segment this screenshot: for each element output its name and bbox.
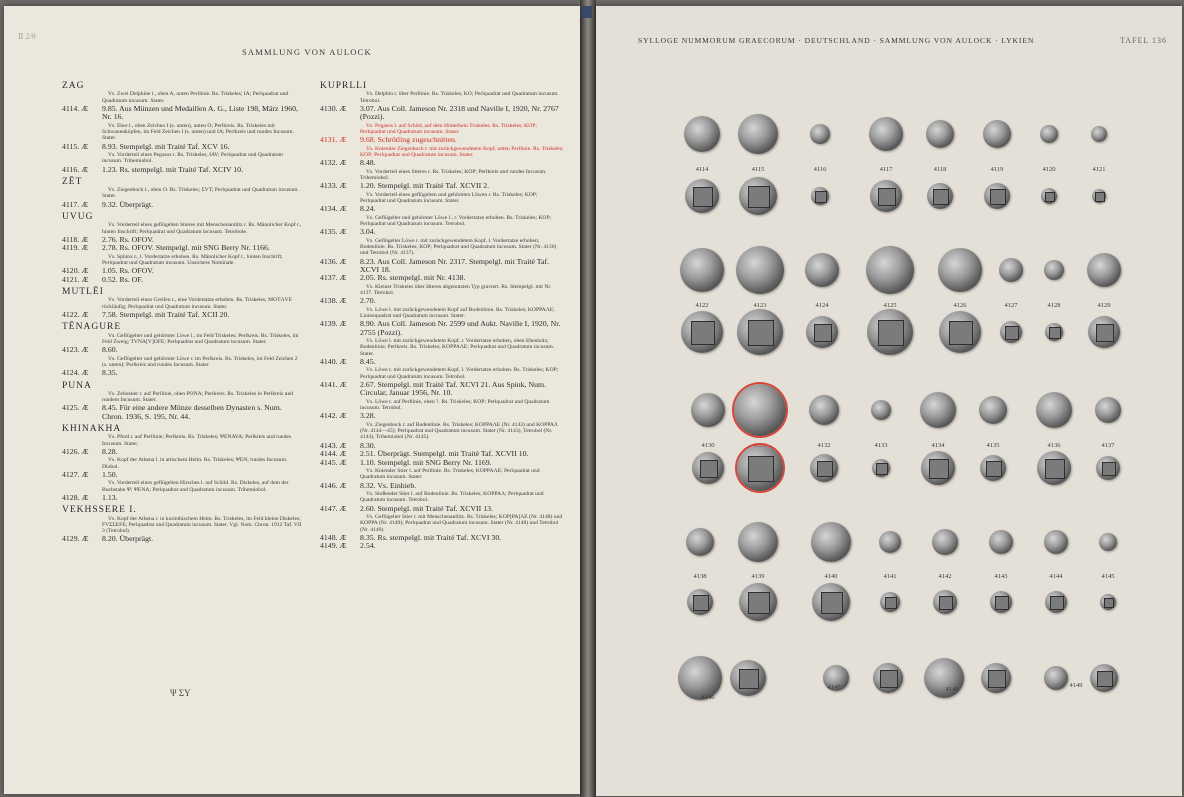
coin-reverse-image: [806, 316, 838, 348]
coin-obverse-image: [1099, 533, 1117, 551]
catalog-number: 4127. Æ: [62, 469, 89, 479]
coin-description: Vs. Geflügelter und gehörnter Löwe l., r. Vordertatze erhoben. Rs. Triskeles; KOP; Perlquadrat und Quadratum incusum. Tetrobol.: [360, 214, 552, 227]
catalog-number: 4121. Æ: [62, 274, 89, 284]
coin-number-label: 4133: [874, 442, 888, 449]
section-heading: VEKHSSERE I.: [62, 505, 137, 516]
catalog-number: 4136. Æ: [320, 256, 347, 266]
catalog-entry-text: 3.28.: [360, 411, 376, 421]
catalog-entry: [320, 412, 564, 420]
catalog-number: 4115. Æ: [62, 141, 89, 151]
coin-number-label: 4124: [815, 302, 829, 309]
coin-number-label: 4147: [827, 684, 841, 691]
catalog-entry-text: 8.35. Rs. stempelgl. mit Traité Taf. XCVI 30.: [360, 532, 502, 542]
catalog-entry-text: 2.05. Rs. stempelgl. mit Nr. 4138.: [360, 273, 466, 283]
coin-obverse-image: [738, 114, 778, 154]
catalog-entry: [320, 381, 564, 398]
section-heading: ZĒT: [62, 176, 83, 187]
coin-description: Vs. Löwe r. auf Perllinie, oben ?. Rs. Triskeles; KOP; Perlquadrat und Quadratum incusum. Tetrobol.: [360, 398, 550, 412]
catalog-entry: [320, 534, 564, 542]
coin-obverse-image: [1044, 530, 1068, 554]
catalog-number: 4114. Æ: [62, 103, 89, 113]
coin-description: Vs. Vorderteil eines Pegasos r. Rs. Triskeles; IAV; Perlquadrat und Quadratum incusum. Trihemiobol.: [102, 151, 283, 165]
coin-description: Vs. Vorderteil eines Stieres r. Rs. Triskeles; KOP; Perlkreis und rundes Incusum. Trihemiobol.: [360, 168, 547, 181]
coin-obverse-image: [1036, 392, 1072, 428]
coin-number-label: 4142: [938, 573, 952, 580]
coin-reverse-image: [730, 660, 766, 696]
coin-obverse-image: [932, 529, 958, 555]
coin-obverse-image: [869, 117, 903, 151]
catalog-entry: [320, 297, 564, 305]
right-page: [596, 6, 1182, 796]
coin-description: Vs. Vorderteil eines geflügelten Hirsches l. auf Schild. Rs. Diskeles, auf dem der Buchstabe Ψ; ΨENA; Perlquadrat und Quadratum incusum. Trihemiobol.: [102, 480, 289, 493]
coin-number-label: 4141: [883, 573, 897, 580]
coin-number-label: 4140: [824, 573, 838, 580]
catalog-entry-text: 1.05. Rs. OFOV.: [102, 266, 154, 276]
coin-number-label: 4115: [751, 166, 765, 173]
catalog-entry-text: 1.50.: [102, 469, 118, 479]
coin-reverse-image: [737, 445, 783, 491]
catalog-number: 4130. Æ: [320, 103, 347, 113]
coin-reverse-image: [980, 455, 1006, 481]
catalog-entry: [320, 182, 564, 190]
coin-description: Vs. Kopf der Athena r. in korinthischem Helm. Rs. Triskeles, im Feld kleine Diskeles; FVΣΣEFE; Perlquadrat und Quadratum incusum. Stater. Vgl. Num. Chron. 1912 Taf. VII 3 (Tetrobol).: [102, 515, 302, 535]
coin-reverse-image: [811, 187, 829, 205]
coin-description: Vs. Vorderteil eines geflügelten Stieres mit Menschenantlitz r. Rs. Männlicher Kopf r., hinten Inschrift; Perlquadrat und Quadratum incusum. Tetrobole.: [102, 222, 302, 235]
coin-reverse-image: [687, 589, 713, 615]
coin-description: Vs. Sphinx r., l. Vordertatze erhoben. Rs. Männlicher Kopf r., hinten Inschrift; Perlquadrat und Quadratum incusum. Unsichere Nominale.: [102, 253, 283, 267]
catalog-number: 4133. Æ: [320, 181, 347, 191]
coin-obverse-image: [920, 392, 956, 428]
catalog-entry-text: 8.90. Aus Coll. Jameson Nr. 2599 und Aukt. Naville I, 1920, Nr. 2755 (Pozzi).: [360, 319, 561, 337]
coin-reverse-image: [739, 177, 777, 215]
coin-number-label: 4118: [933, 166, 947, 173]
coin-number-label: 4144: [1049, 573, 1063, 580]
coin-reverse-image: [933, 590, 957, 614]
section-heading: UVUG: [62, 212, 94, 223]
coin-description: Vs. Geflügelter Stier r. mit Menschenantlitz. Rs. Triskeles; KOP[PA]ΛE (Nr. 4148) und KOPPA (Nr. 4149); Perlquadrat und Quadratum incusum. Stater (Nr. 4148) und Tetrobol (Nr. 4149).: [360, 513, 563, 533]
coin-number-label: 4149: [1069, 682, 1083, 689]
coin-reverse-image: [1045, 591, 1067, 613]
coin-number-label: 4131: [753, 442, 767, 449]
coin-description: Vs. Zwei Delphine l., oben A, unten Perllinie. Rs. Triskeles; IA; Perlquadrat und Quadratum incusum. Stater.: [102, 91, 289, 104]
catalog-entry-text: 3.07. Aus Coll. Jameson Nr. 2318 und Naville I, 1920, Nr. 2767 (Pozzi).: [360, 103, 559, 122]
coin-number-label: 4138: [693, 573, 707, 580]
catalog-entry-text: 8.30.: [360, 440, 376, 450]
catalog-number: 4137. Æ: [320, 273, 347, 283]
catalog-number: 4117. Æ: [62, 199, 89, 209]
coin-reverse-image: [870, 180, 902, 212]
catalog-number: 4143. Æ: [320, 440, 347, 450]
coin-obverse-image: [680, 248, 724, 292]
coin-number-label: 4129: [1097, 302, 1111, 309]
catalog-entry-text: 8.93. Stempelgl. mit Traité Taf. XCV 16.: [102, 141, 230, 151]
coin-description: Vs. Vorderteil eines geflügelten und gehörnten Löwen r. Rs. Triskeles; KOP; Perlquadrat und Quadratum incusum. Stater.: [360, 191, 538, 204]
coin-description: Vs. Vorderteil eines Greifen r., eine Vordertatze erhoben. Rs. Triskeles; MOTΛVE rückläufig; Perlquadrat und Quadratum incusum. Stater.: [102, 297, 293, 310]
catalog-entry-text: 0.52. Rs. OF.: [102, 274, 143, 284]
catalog-entry-text: 2.54.: [360, 541, 376, 551]
coin-reverse-image: [812, 583, 850, 621]
book-gutter: [580, 0, 596, 797]
catalog-entry-text: 7.58. Stempelgl. mit Traité Taf. XCII 20.: [102, 309, 230, 319]
coin-obverse-image: [691, 393, 725, 427]
catalog-entry-text: 8.32. Vs. Einhieb.: [360, 480, 417, 490]
coin-reverse-image: [981, 663, 1011, 693]
catalog-entry-text: 9.32. Überprägt.: [102, 199, 154, 209]
pencil-note: Ⅱ 2/9: [18, 32, 36, 41]
coin-reverse-image: [927, 183, 953, 209]
coin-description: Vs. Geflügelter und gehörnter Löwe r. im Perlkreis. Rs. Triskeles, im Feld Zeichen 2 (s. unten); Perlkreis und rundes Incusum. Stater.: [102, 355, 298, 368]
coin-number-label: 4139: [751, 573, 765, 580]
coin-obverse-image: [983, 120, 1011, 148]
coin-reverse-image: [739, 583, 777, 621]
coin-number-label: 4119: [990, 166, 1004, 173]
coin-reverse-image: [692, 452, 724, 484]
catalog-entry-text: 8.23. Aus Coll. Jameson Nr. 2317. Stempelgl. mit Traité Taf. XCVI 18.: [360, 256, 550, 274]
coin-number-label: 4146: [701, 694, 715, 701]
coin-obverse-image: [734, 384, 786, 436]
coin-number-label: 4121: [1092, 166, 1106, 173]
catalog-entry-text: 2.70.: [360, 296, 376, 306]
catalog-number: 4139. Æ: [320, 319, 347, 329]
catalog-entry: [320, 228, 564, 236]
running-head-right: SYLLOGE NUMMORUM GRAECORUM · DEUTSCHLAND · SAMMLUNG VON AULOCK · LYKIEN: [638, 36, 1035, 45]
catalog-number: 4142. Æ: [320, 411, 347, 421]
catalog-entry-text: 3.04.: [360, 227, 376, 237]
coin-obverse-image: [686, 528, 714, 556]
catalog-number: 4149. Æ: [320, 541, 347, 551]
catalog-number: 4124. Æ: [62, 368, 89, 378]
coin-reverse-image: [990, 591, 1012, 613]
coin-obverse-image: [926, 120, 954, 148]
catalog-number: 4119. Æ: [62, 243, 89, 253]
catalog-number: 4131. Æ: [320, 135, 347, 145]
catalog-entry: [62, 201, 302, 209]
coin-reverse-image: [921, 451, 955, 485]
running-head-left: SAMMLUNG VON AULOCK: [242, 47, 372, 57]
catalog-number: 4120. Æ: [62, 266, 89, 276]
coin-obverse-image: [879, 531, 901, 553]
catalog-entry: [62, 276, 302, 284]
section-heading: PUNA: [62, 380, 92, 391]
coin-obverse-image: [1095, 397, 1121, 423]
catalog-entry: [62, 143, 302, 151]
coin-obverse-image: [1044, 260, 1064, 280]
coin-description: Vs. Löwe r. mit zurückgewendetem Kopf, l. Vordertatze erhoben. Rs. Triskeles; KOP; Perlquadrat und Quadratum incusum. Tetrobol.: [360, 367, 559, 380]
section-heading: MUTLĒI: [62, 287, 104, 298]
catalog-number: 4140. Æ: [320, 357, 347, 367]
catalog-entry: [62, 311, 302, 319]
catalog-entry-text: 8.20. Überprägt.: [102, 534, 154, 544]
coin-reverse-image: [1090, 664, 1118, 692]
catalog-entry: [320, 542, 564, 550]
left-page: [4, 6, 580, 794]
catalog-entry: [320, 358, 564, 366]
coin-reverse-image: [685, 179, 719, 213]
coin-reverse-image: [737, 309, 783, 355]
catalog-number: 4126. Æ: [62, 446, 89, 456]
coin-reverse-image: [1041, 188, 1057, 204]
coin-obverse-image: [989, 530, 1013, 554]
catalog-number: 4138. Æ: [320, 296, 347, 306]
coin-number-label: 4134: [931, 442, 945, 449]
coin-description: Vs. Kniender Ziegenbock r. mit zurückgewendetem Kopf, unten Perllinie. Rs. Triskeles; KOP; Perlquadrat und Quadratum incusum. Stater.: [360, 145, 564, 158]
coin-obverse-image: [809, 395, 839, 425]
coin-reverse-image: [984, 183, 1010, 209]
coin-reverse-image: [939, 311, 981, 353]
coin-description: Vs. Löwe l. mit zurückgewendetem Kopf auf Bodenlinie. Rs. Triskeles; KOPPAΛE; Linienquadrat und Quadratum incusum. Stater.: [360, 306, 555, 320]
catalog-entry-text: 2.60. Stempelgl. mit Traité Taf. XCVII 13.: [360, 503, 493, 513]
coin-reverse-image: [880, 592, 900, 612]
catalog-number: 4132. Æ: [320, 158, 347, 168]
catalog-entry: [62, 535, 302, 543]
coin-description: Vs. Stoßender Stier l. auf Bodenlinie. Rs. Triskeles; KOPPAΛ; Perlquadrat und Quadratum incusum. Tetrobol.: [360, 490, 544, 504]
catalog-entry: [320, 459, 564, 467]
coin-number-label: 4114: [695, 166, 709, 173]
coin-description: Vs. Ziegenbock l., oben O. Rs. Triskeles; ΣVT; Perlquadrat und Quadratum incusum. Stater.: [102, 187, 299, 200]
coin-description: Vs. Eber l., oben Zeichen I (s. unten), unten O; Perlkreis. Rs. Triskeles mit Schwanenköpfen, im Feld Zeichen I (s. unten) und IA; Perlkreis und rundes Incusum. Stater.: [102, 122, 294, 142]
catalog-entry: [62, 105, 302, 122]
catalog-entry: [62, 166, 302, 174]
coin-description: Vs. Kopf der Athena l. in attischem Helm. Rs. Triskeles; ΨEN; rundes Incusum. Diobol.: [102, 457, 288, 470]
coin-description: Vs. Geflügelter und gehörnter Löwe l., im Feld Triskeles; Perlkreis. Rs. Triskeles, im Feld Zweig; TVNA[V]OFE; Perlquadrat und Quadratum incusum. Stater.: [102, 332, 299, 345]
section-heading: ZAG: [62, 81, 85, 91]
catalog-number: 4145. Æ: [320, 457, 347, 467]
catalog-entry: [320, 136, 564, 144]
coin-number-label: 4123: [753, 302, 767, 309]
catalog-entry: [62, 471, 302, 479]
section-heading: TĒNAGURE: [62, 322, 122, 333]
catalog-entry-text: 8.28.: [102, 446, 118, 456]
catalog-number: 4118. Æ: [62, 234, 89, 244]
coin-obverse-image: [736, 246, 784, 294]
catalog-entry-text: 8.45.: [360, 357, 376, 367]
catalog-entry: [320, 320, 564, 337]
section-heading: KHINAKHA: [62, 424, 122, 435]
catalog-entry: [320, 205, 564, 213]
coin-reverse-image: [1088, 316, 1120, 348]
coin-number-label: 4117: [879, 166, 893, 173]
coin-reverse-image: [1000, 321, 1022, 343]
catalog-entry-text: 2.78. Rs. OFOV. Stempelgl. mit SNG Berry Nr. 1166.: [102, 243, 270, 253]
catalog-entry-text: 2.67. Stempelgl. mit Traité Taf. XCVI 21. Aus Spink, Num. Circular, Januar 1956, Nr. 10.: [360, 380, 547, 398]
coin-obverse-image: [805, 253, 839, 287]
coin-number-label: 4116: [813, 166, 827, 173]
coin-number-label: 4125: [883, 302, 897, 309]
coin-number-label: 4135: [986, 442, 1000, 449]
catalog-entry: [62, 346, 302, 354]
coin-number-label: 4145: [1101, 573, 1115, 580]
coin-reverse-image: [810, 454, 838, 482]
catalog-entry-text: 1.13.: [102, 492, 118, 502]
catalog-entry: [62, 448, 302, 456]
catalog-entry-text: 2.51. Überprägt. Stempelgl. mit Traité Taf. XCVII 10.: [360, 449, 529, 459]
coin-number-label: 4128: [1047, 302, 1061, 309]
catalog-number: 4129. Æ: [62, 534, 89, 544]
coin-number-label: 4130: [701, 442, 715, 449]
coin-obverse-image: [866, 246, 914, 294]
coin-number-label: 4137: [1101, 442, 1115, 449]
coin-obverse-image: [871, 400, 891, 420]
coin-obverse-image: [684, 116, 720, 152]
catalog-number: 4125. Æ: [62, 403, 89, 413]
catalog-entry: [320, 159, 564, 167]
coin-number-label: 4126: [953, 302, 967, 309]
catalog-entry: [62, 404, 302, 421]
catalog-entry: [62, 244, 302, 252]
catalog-entry: [320, 258, 564, 275]
coin-number-label: 4148: [945, 686, 959, 693]
catalog-number: 4128. Æ: [62, 492, 89, 502]
catalog-column-right: [320, 78, 564, 551]
coin-description: Vs. Geflügelter Löwe r. mit zurückgewendetem Kopf, l. Vordertatze erhoben; Bodenlinie. Rs. Triskeles; KOP; Perlquadrat und Quadratum incusum. Stater (Nr. 4136) und Tetrobol (Nr. 4137).: [360, 237, 557, 257]
coin-obverse-image: [1091, 126, 1107, 142]
catalog-entry-text: 8.48.: [360, 158, 376, 168]
coin-description: Vs. Pferd r. auf Perllinie; Perlkreis. Rs. Triskeles; ΨENAVA; Perlkreis und rundes Incusum. Stater.: [102, 434, 292, 447]
catalog-entry-text: 2.76. Rs. OFOV.: [102, 234, 154, 244]
catalog-entry-text: 8.35.: [102, 368, 118, 378]
section-heading: KUPRLLI: [320, 81, 368, 91]
catalog-number: 4141. Æ: [320, 380, 347, 390]
catalog-entry: [62, 369, 302, 377]
coin-number-label: 4120: [1042, 166, 1056, 173]
coin-number-label: 4122: [695, 302, 709, 309]
coin-description: Vs. Ziegenbock r. auf Bodenlinie. Rs. Triskeles; KOPPAΛE (Nr. 4143) und KOPPAΛ (Nr. 4144—45); Perlquadrat und Quadratum incusum. Stater (Nr. 4143), Tetrobol (Nr. 4144), Trihemiobol (Nr. 4145).: [360, 421, 558, 441]
catalog-entry: [62, 267, 302, 275]
catalog-number: 4135. Æ: [320, 227, 347, 237]
catalog-number: 4122. Æ: [62, 309, 89, 319]
catalog-entry: [320, 482, 564, 490]
coin-description: Vs. Löwe l. mit zurückgewendetem Kopf, r. Vordertatze erhoben, oben Ebenholz; Bodenlinie; Perlkreis. Rs. Triskeles; KOPPAΛE; Perlquadrat und Quadratum incusum. Stater.: [360, 338, 555, 357]
coin-obverse-image: [979, 396, 1007, 424]
coin-obverse-image: [1040, 125, 1058, 143]
coin-description: Vs. Kniender Stier l. auf Perllinie. Rs. Triskeles; KOPPAΛE; Perlquadrat und Quadratum incusum. Stater.: [360, 467, 540, 481]
coin-reverse-image: [872, 459, 890, 477]
coin-number-label: 4132: [817, 442, 831, 449]
catalog-entry: [320, 274, 564, 282]
catalog-number: 4146. Æ: [320, 480, 347, 490]
coin-obverse-image: [999, 258, 1023, 282]
coin-number-label: 4136: [1047, 442, 1061, 449]
coin-obverse-image: [1087, 253, 1121, 287]
catalog-column-left: [62, 78, 302, 544]
coin-number-label: 4127: [1004, 302, 1018, 309]
catalog-entry-text: 9.85. Aus Münzen und Medaillen A. G., Liste 198, März 1960, Nr. 16.: [102, 103, 298, 122]
catalog-entry: [62, 494, 302, 502]
catalog-entry-text: 9.68. Schrötling zugeschnitten.: [360, 135, 457, 145]
catalog-number: 4123. Æ: [62, 345, 89, 355]
coin-reverse-image: [873, 663, 903, 693]
catalog-entry-text: 1.23. Rs. stempelgl. mit Traité Taf. XCIV 10.: [102, 164, 244, 174]
coin-reverse-image: [867, 309, 913, 355]
coin-reverse-image: [1096, 456, 1120, 480]
coin-description: Vs. Kleiner Triskeles über älteren abgenutzten Typ graviert. Rs. Stempelgl. mit Nr. 4137. Tetrobol.: [360, 283, 552, 297]
catalog-entry-text: 1.10. Stempelgl. mit SNG Berry Nr. 1169.: [360, 457, 492, 467]
catalog-entry-text: 1.20. Stempelgl. mit Traité Taf. XCVII 2.: [360, 181, 490, 191]
coin-reverse-image: [1045, 323, 1063, 341]
catalog-entry-text: 8.24.: [360, 204, 376, 214]
coin-number-label: 4143: [994, 573, 1008, 580]
catalog-entry: [320, 505, 564, 513]
coin-description: Vs. Pegasos l. auf Schild, auf dem Hinterbein Triskeles. Rs. Triskeles; KOP; Perlquadrat und Quadratum incusum. Stater.: [360, 122, 537, 135]
catalog-entry: [320, 105, 564, 122]
catalog-number: 4134. Æ: [320, 204, 347, 214]
coin-description: Vs. Delphin r. über Perllinie. Rs. Triskeles; KO; Perlquadrat und Quadratum incusum. Tetrobol.: [360, 91, 559, 104]
coin-obverse-image: [811, 522, 851, 562]
coin-description: Vs. Zebustier r. auf Perllinie, oben PONA; Perlkreis. Rs. Triskeles in Perlkreis und rundem Incusum. Stater.: [102, 390, 294, 404]
plate-label: TAFEL 136: [1120, 36, 1167, 45]
coin-reverse-image: [1100, 594, 1116, 610]
coin-obverse-image: [938, 248, 982, 292]
printer-signature: Ψ ΣΥ: [170, 688, 191, 698]
coin-reverse-image: [1092, 189, 1106, 203]
catalog-number: 4148. Æ: [320, 532, 347, 542]
coin-reverse-image: [1037, 451, 1071, 485]
catalog-entry-text: 8.60.: [102, 345, 118, 355]
coin-obverse-image: [738, 522, 778, 562]
catalog-number: 4144. Æ: [320, 449, 347, 459]
catalog-number: 4147. Æ: [320, 503, 347, 513]
catalog-number: 4116. Æ: [62, 164, 89, 174]
coin-reverse-image: [681, 311, 723, 353]
catalog-entry-text: 8.45. Für eine andere Münze desselben Dynasten s. Num. Chron. 1936, S. 195, Nr. 44.: [102, 403, 282, 421]
coin-obverse-image: [810, 124, 830, 144]
